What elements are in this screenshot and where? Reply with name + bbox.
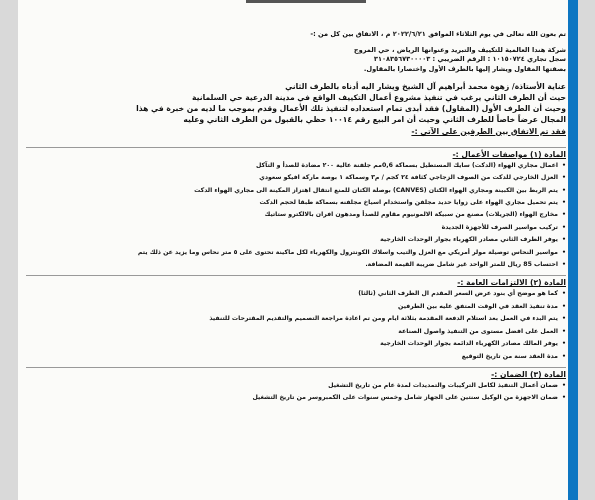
list-item: • العمل على افضل مستوى من التنفيذ واصول الصناعة (26, 326, 566, 338)
list-item: • يتم تحميل مجاري الهواء على زوايا حديد مجلفن واستخدام اسياخ مجلفنه بسماكة طبقا لحجم الدكت (26, 197, 566, 209)
list-item: • مدة تنفيذ العقد في الوقت المتفق عليه بين الطرفين (26, 301, 566, 313)
article-three-title: المادة (٣) الضمان :- (26, 367, 566, 380)
list-item: • احتساب 85 ريال للمتر الواحد غير شامل ضريبة القيمة المضافة. (26, 259, 566, 271)
list-item: • مدة العقد سنة من تاريخ التوقيع (26, 351, 566, 363)
party-one-line: شركة هندا العالمية للتكييف والتبريد وعنوانها الرياض ، حي المروج (353, 45, 566, 54)
preamble-line: حيث أن الطرف الثاني يرغب في تنفيذ مشروع أعمال التكييف الواقع في مدينة الدرعية حي السلمانية (192, 93, 566, 103)
party-one-line: سجل تجاري ١٠١٥٠٧٢٤ : الرقم الضريبي : ٣١٠٨٣٥٦٧٣٠٠٠٠٣ (373, 55, 566, 64)
contract-text (26, 10, 566, 405)
article-two-title: المادة (٢) الالتزامات العامة :- (26, 275, 566, 288)
list-item: • اعمال مجاري الهواء (الدكت) سايك المستطيل بسماكة 0,6مم جلفنة عالية ٢٠٠ مضادة للصدأ و التآكل (26, 160, 566, 172)
header-rule (246, 0, 366, 3)
list-item: • ضمان الاجهزة من الوكيل سنتين على الجهاز شامل وخمس سنوات على الكمبروسر من تاريخ التشغيل (26, 392, 566, 404)
list-item: • يتم الربط بين الكبينة ومجاري الهواء الكتان (CANVES) بوصلة الكتان للمنع انتقال اهتزاز المكينة الى مجاري الهواء الدكت (26, 185, 566, 197)
list-item: • يتم البدء في العمل بعد استلام الدفعة المقدمة بثلاثة ايام ومن تم اعادة مراجعة التصميم والتقديم المقترحات للتنفيذ (26, 313, 566, 325)
article-one-title: المادة (١) مواصفات الأعمال :- (26, 147, 566, 160)
list-item: • يوفر المالك مصادر الكهرباء الدائمة بجوار الوحدات الخارجية (26, 338, 566, 350)
list-item: • كما هو موضح أي بنود عرض السعر المقدم ال الطرف الثاني (ثالثا) (26, 288, 566, 300)
list-item: • مواسير النحاس توصيلة مولر أمريكي مع العزل والتيب واسلاك الكونترول والكهرباء لكل ماكينة تحتوى على ٥ متر نحاس وما يزيد عن ذلك يتم (26, 247, 566, 259)
contract-page (18, 0, 574, 500)
list-item: • العزل الخارجي للدكت من الصوف الزجاجي كثافة ٢٤ كجم / م٣ وسماكة ١ بوصة ماركة افيكو سعودي (26, 172, 566, 184)
party-one-line: بصفتها المقاول ويشار إليها بالطرف الأول واختصارا بالمقاول. (363, 65, 566, 74)
preamble-line: وحيث أن الطرف الأول (المقاول) فقد أبدى تمام استعداده لتنفيذ تلك الأعمال وقدم بموجب ما لديه من خبرة في هذا (136, 104, 566, 114)
list-item: • ضمان أعمال التنفيذ لكامل التركيبات والتمديدات لمدة عام من تاريخ التشغيل (26, 380, 566, 392)
list-item: • مخارج الهواء (الجريلات) مصنع من سبيكة الالمونيوم مقاوم للصدأ ومدهون افران بالالكترو ستاتيك (26, 209, 566, 221)
list-item: • تركيب مواسير الصرف للأجهزة الجديدة (26, 222, 566, 234)
party-two-line: عناية الأستاذة/ زهوة محمد أبراهيم آل الشيخ ويشار اليه أدناه بالطرف الثاني (285, 81, 566, 91)
preamble-line: المجال عرضاً خاصاً للطرف الثاني وحيث أن امر البيع رقم ١٠٠١٤ حظي بالقبول من الطرف الثاني وعليه (183, 115, 566, 125)
agreement-line: فقد تم الاتفاق بين الطرفين على الآتي :- (411, 126, 566, 136)
list-item: • يوفر الطرف الثاني مصادر الكهرباء بجوار الوحدات الخارجية (26, 234, 566, 246)
blue-edge-bar (568, 0, 578, 500)
intro-line: تم بعون الله تعالى في يوم الثلاثاء الموافق ٢٠٢٢/٦/٢١ م ، الاتفاق بين كل من :- (310, 30, 566, 38)
